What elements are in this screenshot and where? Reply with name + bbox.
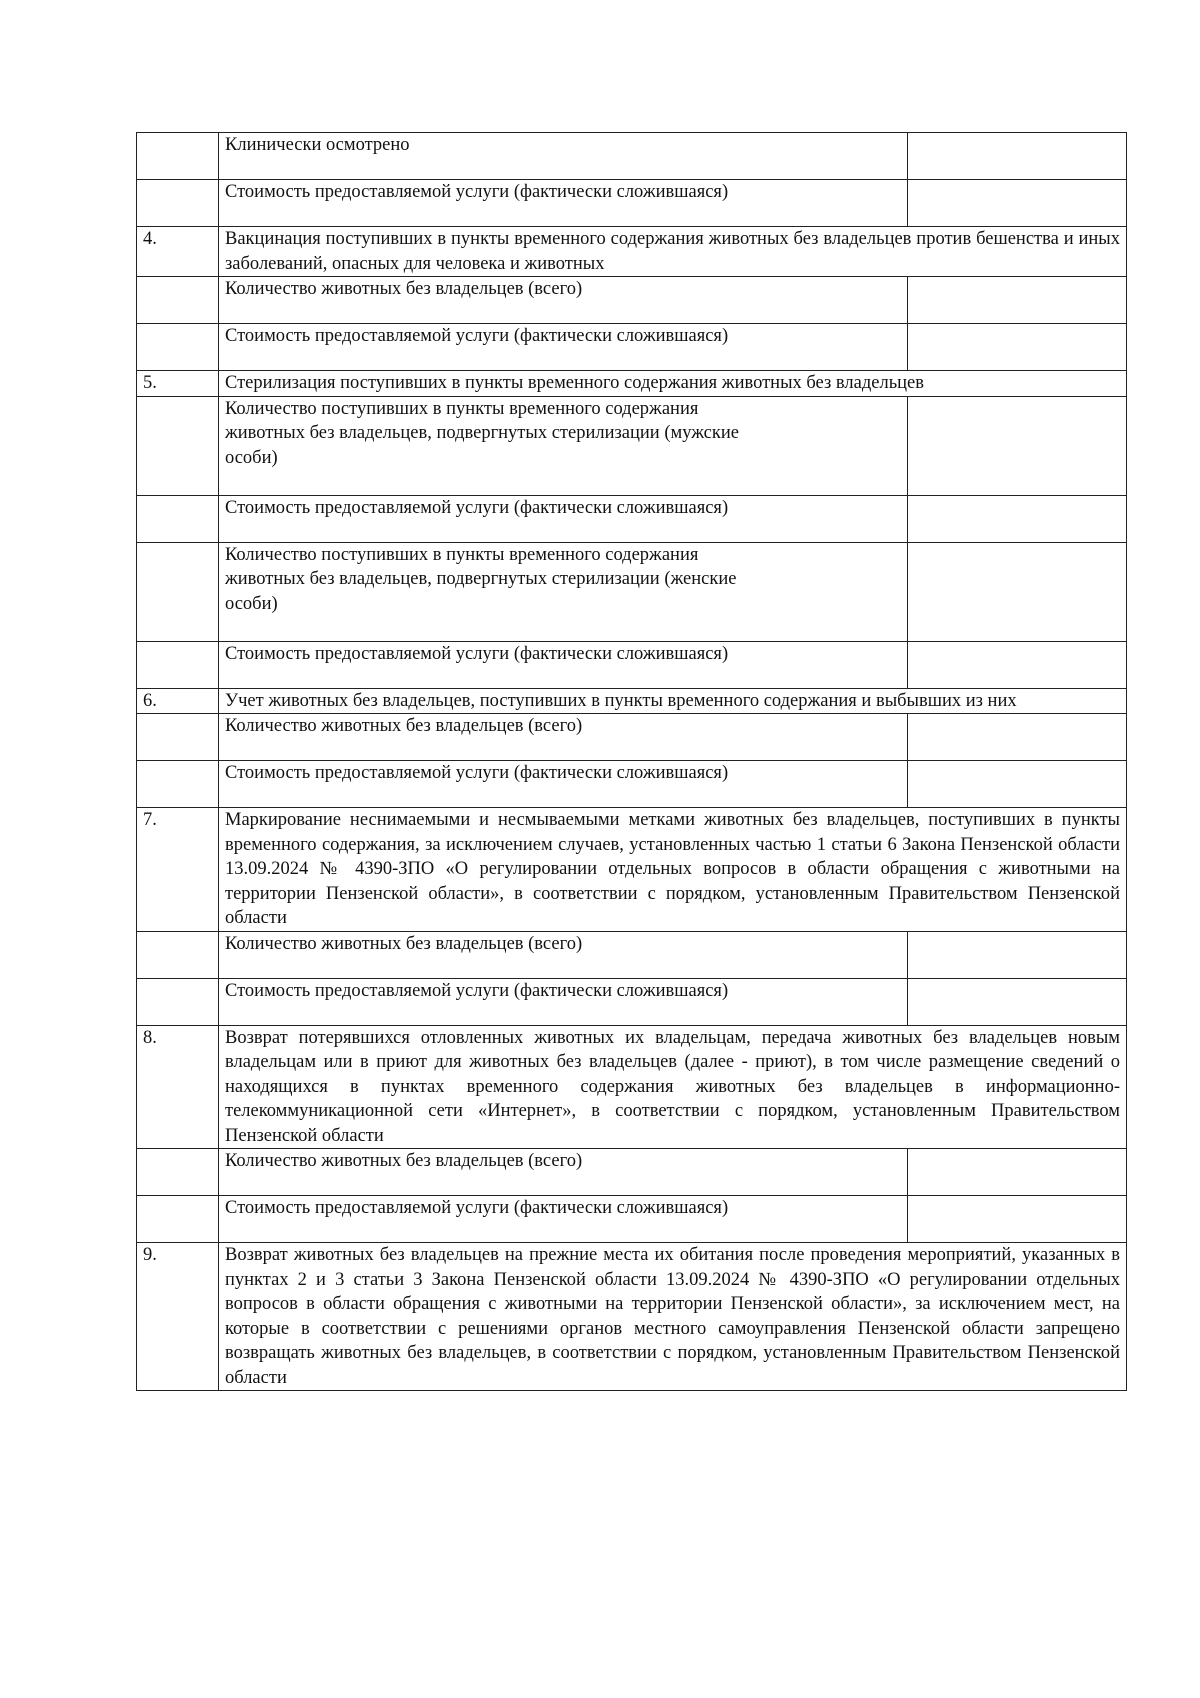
value-cell — [908, 180, 1127, 227]
section-number: 4. — [137, 227, 219, 277]
row-label: Количество животных без владельцев (всего) — [219, 1149, 908, 1196]
table-row — [137, 227, 1127, 277]
row-label: Количество животных без владельцев (всего) — [219, 931, 908, 978]
value-cell — [908, 542, 1127, 641]
row-number-cell — [137, 641, 219, 688]
table-row — [137, 1025, 1127, 1149]
row-label: Стоимость предоставляемой услуги (фактически сложившаяся) — [219, 1196, 908, 1243]
table-row — [137, 542, 1127, 641]
row-number-cell — [137, 324, 219, 371]
table-row — [137, 808, 1127, 932]
value-cell — [908, 324, 1127, 371]
value-cell — [908, 1196, 1127, 1243]
row-number-cell — [137, 180, 219, 227]
table-row — [137, 324, 1127, 371]
report-table — [136, 132, 1127, 1391]
row-number-cell — [137, 978, 219, 1025]
value-cell — [908, 761, 1127, 808]
table-row — [137, 761, 1127, 808]
section-number: 7. — [137, 808, 219, 932]
row-label-line: Количество поступивших в пункты временного содержания — [225, 398, 699, 419]
row-label: Стоимость предоставляемой услуги (фактически сложившаяся) — [219, 495, 908, 542]
row-label: Стоимость предоставляемой услуги (фактически сложившаяся) — [219, 641, 908, 688]
row-label — [219, 396, 908, 495]
section-title: Возврат животных без владельцев на прежние места их обитания после проведения мероприятий, указанных в пунктах 2 и 3 статьи 3 Закона Пензенской области 13.09.2024 № 4390-ЗПО «О регулировании отдельных вопросов в области обращения с животными на территории Пензенской области», за исключением мест, на которые в соответствии с решениями органов местного самоуправления Пензенской области запрещено возвращать животных без владельцев, в соответствии с порядком, установленным Правительством Пензенской области — [219, 1243, 1127, 1391]
section-title: Учет животных без владельцев, поступивших в пункты временного содержания и выбывших из них — [219, 688, 1127, 714]
section-title: Возврат потерявшихся отловленных животных их владельцам, передача животных без владельцев новым владельцам или в приют для животных без владельцев (далее - приют), в том числе размещение сведений о находящихся в пунктах временного содержания животных без владельцев в информационно-телекоммуникационной сети «Интернет», в соответствии с порядком, установленным Правительством Пензенской области — [219, 1025, 1127, 1149]
row-number-cell — [137, 714, 219, 761]
row-number-cell — [137, 542, 219, 641]
row-label-line: животных без владельцев, подвергнутых стерилизации (мужские — [225, 423, 739, 443]
value-cell — [908, 1149, 1127, 1196]
row-label-line: особи) — [225, 593, 278, 614]
table-row — [137, 180, 1127, 227]
table-row — [137, 396, 1127, 495]
row-label: Стоимость предоставляемой услуги (фактически сложившаяся) — [219, 978, 908, 1025]
row-label: Клинически осмотрено — [219, 133, 908, 180]
row-label: Количество животных без владельцев (всего) — [219, 714, 908, 761]
value-cell — [908, 931, 1127, 978]
value-cell — [908, 641, 1127, 688]
row-number-cell — [137, 495, 219, 542]
value-cell — [908, 133, 1127, 180]
section-title: Маркирование неснимаемыми и несмываемыми метками животных без владельцев, поступивших в пункты временного содержания, за исключением случаев, установленных частью 1 статьи 6 Закона Пензенской области 13.09.2024 № 4390-ЗПО «О регулировании отдельных вопросов в области обращения с животными на территории Пензенской области», в соответствии с порядком, установленным Правительством Пензенской области — [219, 808, 1127, 932]
table-row — [137, 495, 1127, 542]
section-number: 8. — [137, 1025, 219, 1149]
section-title: Вакцинация поступивших в пункты временного содержания животных без владельцев против бешенства и иных заболеваний, опасных для человека и животных — [219, 227, 1127, 277]
row-number-cell — [137, 1149, 219, 1196]
section-title: Стерилизация поступивших в пункты временного содержания животных без владельцев — [219, 371, 1127, 397]
table-row — [137, 133, 1127, 180]
row-label-line: животных без владельцев, подвергнутых стерилизации (женские — [225, 569, 737, 589]
row-number-cell — [137, 761, 219, 808]
value-cell — [908, 714, 1127, 761]
row-label-line: Количество поступивших в пункты временного содержания — [225, 544, 699, 565]
table-row — [137, 714, 1127, 761]
table-row — [137, 688, 1127, 714]
row-label: Количество животных без владельцев (всего) — [219, 277, 908, 324]
row-label: Стоимость предоставляемой услуги (фактически сложившаяся) — [219, 324, 908, 371]
value-cell — [908, 495, 1127, 542]
section-number: 9. — [137, 1243, 219, 1391]
table-row — [137, 1149, 1127, 1196]
row-number-cell — [137, 133, 219, 180]
value-cell — [908, 277, 1127, 324]
table-row — [137, 641, 1127, 688]
row-number-cell — [137, 931, 219, 978]
table-row — [137, 1196, 1127, 1243]
value-cell — [908, 978, 1127, 1025]
row-number-cell — [137, 1196, 219, 1243]
row-number-cell — [137, 277, 219, 324]
table-row — [137, 1243, 1127, 1391]
value-cell — [908, 396, 1127, 495]
row-number-cell — [137, 396, 219, 495]
table-row — [137, 371, 1127, 397]
table-row — [137, 277, 1127, 324]
table-row — [137, 931, 1127, 978]
row-label — [219, 542, 908, 641]
table-row — [137, 978, 1127, 1025]
section-number: 6. — [137, 688, 219, 714]
section-number: 5. — [137, 371, 219, 397]
row-label: Стоимость предоставляемой услуги (фактически сложившаяся) — [219, 761, 908, 808]
row-label: Стоимость предоставляемой услуги (фактически сложившаяся) — [219, 180, 908, 227]
row-label-line: особи) — [225, 447, 278, 468]
